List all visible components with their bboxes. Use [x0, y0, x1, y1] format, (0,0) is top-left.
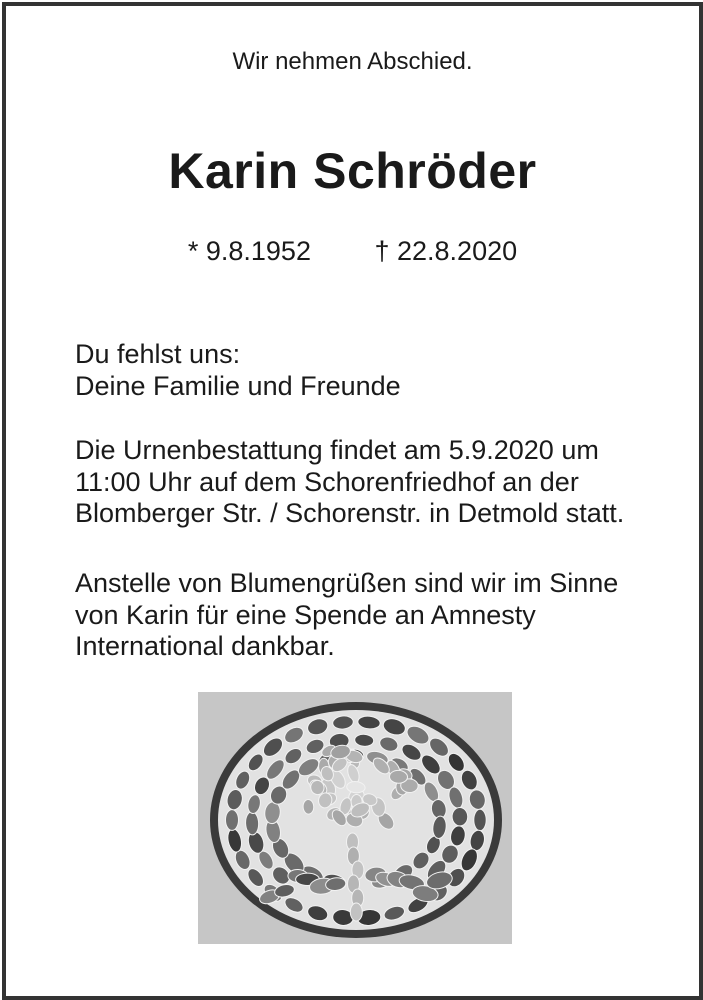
text-line: Anstelle von Blumengrüßen sind wir im Sinne: [75, 568, 619, 598]
mosaic-stone: [452, 807, 468, 826]
stone-mosaic-tree-plate-image: [198, 692, 512, 944]
mosaic-stone: [226, 810, 239, 831]
farewell-heading: Wir nehmen Abschied.: [232, 48, 473, 75]
mosaic-stone: [303, 799, 314, 814]
text-line: International dankbar.: [75, 631, 335, 661]
text-line: 11:00 Uhr auf dem Schorenfriedhof an der: [75, 466, 579, 497]
funeral-info-paragraph: [75, 435, 679, 530]
mourners-paragraph: [75, 339, 679, 402]
text-line: Deine Familie und Freunde: [75, 370, 401, 401]
life-dates: [6, 236, 699, 267]
deceased-name: Karin Schröder: [168, 143, 537, 199]
text-line: Du fehlst uns:: [75, 339, 241, 369]
text-line: von Karin für eine Spende an Amnesty: [75, 599, 536, 630]
mosaic-stone: [389, 770, 408, 784]
donation-paragraph: [75, 568, 679, 663]
text-line: Die Urnenbestattung findet am 5.9.2020 um: [75, 435, 599, 465]
birth-date: * 9.8.1952: [187, 236, 311, 266]
death-date: † 22.8.2020: [374, 236, 518, 266]
text-line: Blomberger Str. / Schorenstr. in Detmold statt.: [75, 498, 625, 528]
mosaic-stone: [474, 809, 486, 830]
mosaic-stone: [350, 903, 362, 921]
mosaic-plate-graphic: [198, 692, 512, 944]
obituary-notice: [2, 2, 703, 1000]
